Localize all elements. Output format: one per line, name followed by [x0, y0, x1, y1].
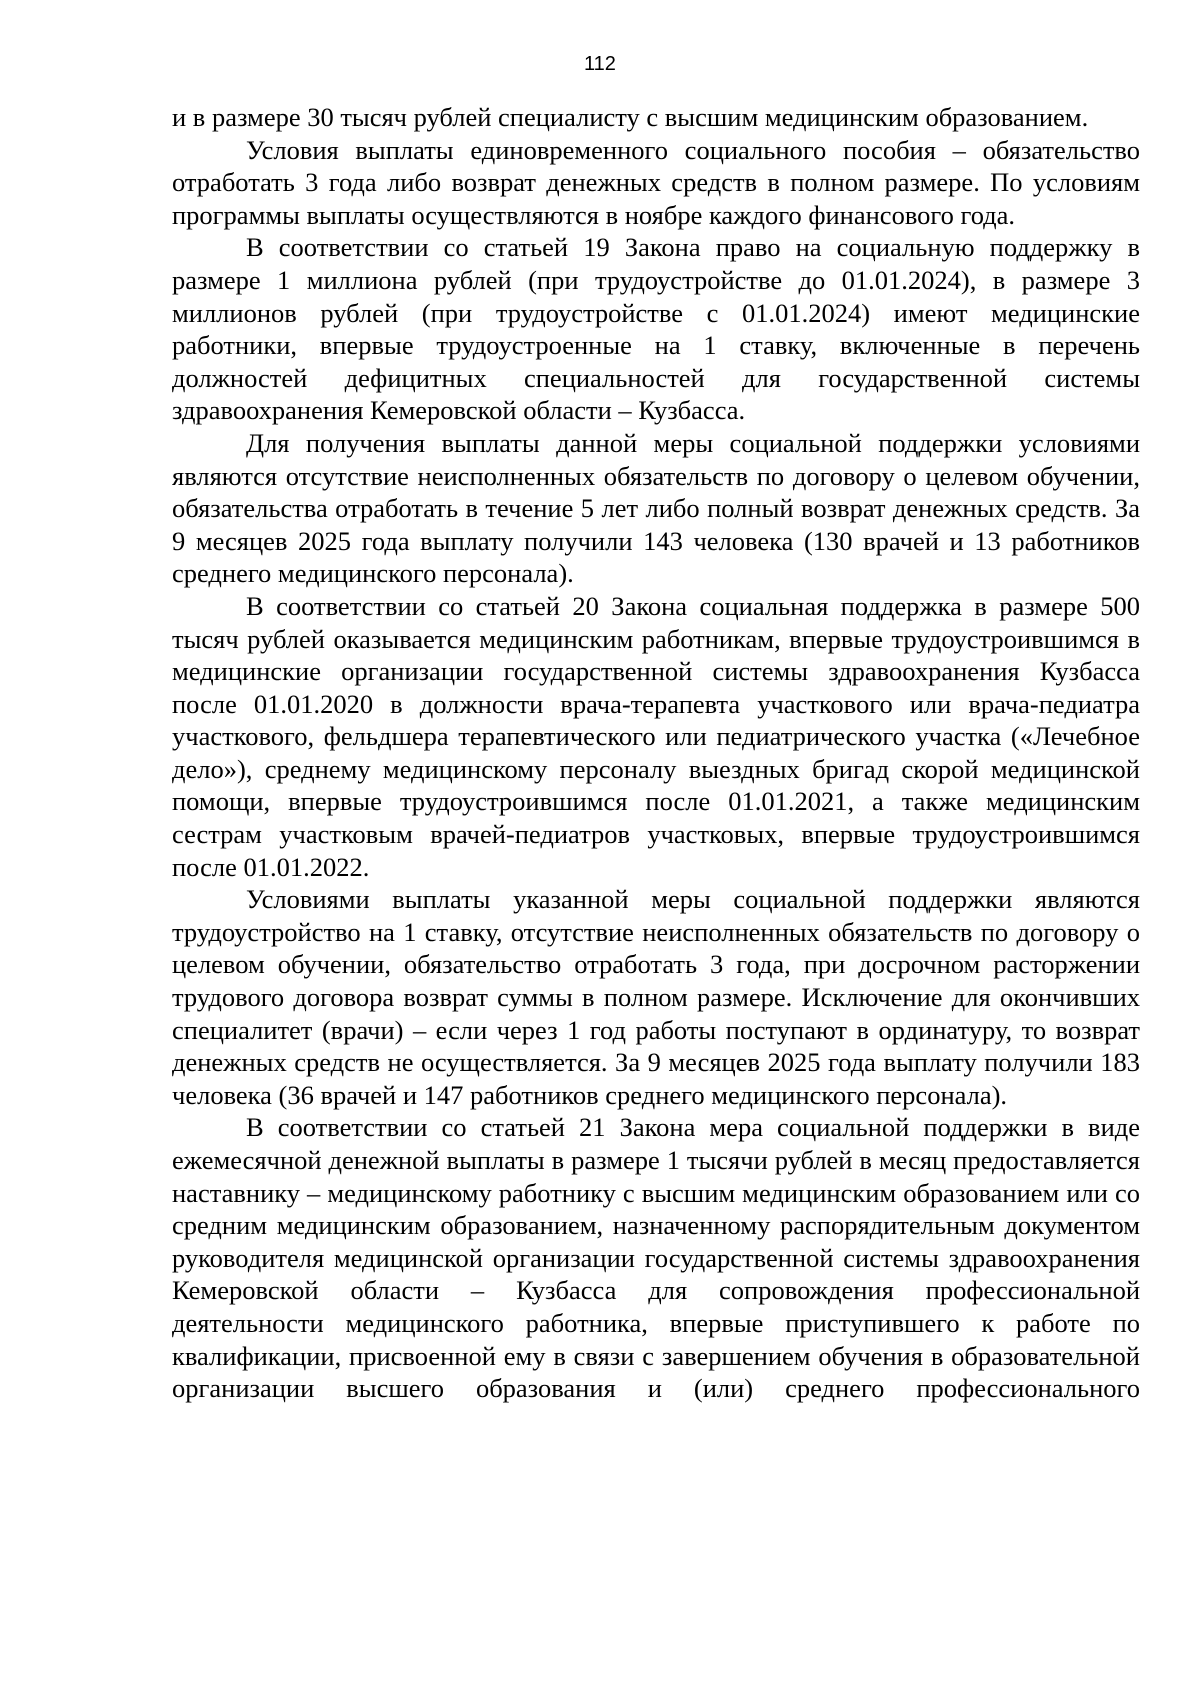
paragraph-continuation: и в размере 30 тысяч рублей специалисту с высшим медицинским образованием.: [172, 102, 1089, 132]
paragraph-article-21: В соответствии со статьей 21 Закона мера социальной поддержки в виде ежемесячной денежной выплаты в размере 1 тысячи рублей в месяц предоставляется наставнику – медицинскому работнику с высшим медицинским образованием или со средним медицинским образованием, назначенному распорядительным документом руководителя медицинской организации государственной системы здравоохранения Кемеровской области – Кузбасса для сопровождения профессиональной деятельности медицинского работника, впервые приступившего к работе по квалификации, присвоенной ему в связи с завершением обучения в образовательной организации высшего образования и (или) среднего профессионального: [172, 1112, 1140, 1404]
paragraph-benefit-conditions: Условия выплаты единовременного социального пособия – обязательство отработать 3 года либо возврат денежных средств в полном размере. По условиям программы выплаты осуществляются в ноябре каждого финансового года.: [172, 134, 1140, 230]
paragraph-article-20: В соответствии со статьей 20 Закона социальная поддержка в размере 500 тысяч рублей оказывается медицинским работникам, впервые трудоустроившимся в медицинские организации государственной системы здравоохранения Кузбасса после 01.01.2020 в должности врача-терапевта участкового или врача-педиатра участкового, фельдшера терапевтического или педиатрического участка («Лечебное дело»), среднему медицинскому персоналу выездных бригад скорой медицинской помощи, впервые трудоустроившимся после 01.01.2021, а также медицинским сестрам участковым врачей-педиатров участковых, впервые трудоустроившимся после 01.01.2022.: [172, 590, 1140, 882]
paragraph-article-19-conditions: Для получения выплаты данной меры социальной поддержки условиями являются отсутствие неисполненных обязательств по договору о целевом обучении, обязательства отработать в течение 5 лет либо полный возврат денежных средств. За 9 месяцев 2025 года выплату получили 143 человека (130 врачей и 13 работников среднего медицинского персонала).: [172, 427, 1140, 589]
page-number: 112: [584, 53, 616, 75]
paragraph-article-20-conditions: Условиями выплаты указанной меры социальной поддержки являются трудоустройство на 1 ставку, отсутствие неисполненных обязательств по договору о целевом обучении, обязательство отработать 3 года, при досрочном расторжении трудового договора возврат суммы в полном размере. Исключение для окончивших специалитет (врачи) – если через 1 год работы поступают в ординатуру, то возврат денежных средств не осуществляется. За 9 месяцев 2025 года выплату получили 183 человека (36 врачей и 147 работников среднего медицинского персонала).: [172, 884, 1140, 1110]
paragraph-article-19: В соответствии со статьей 19 Закона право на социальную поддержку в размере 1 миллиона рублей (при трудоустройстве до 01.01.2024), в размере 3 миллионов рублей (при трудоустройстве с 01.01.2024) имеют медицинские работники, впервые трудоустроенные на 1 ставку, включенные в перечень должностей дефицитных специальностей для государственной системы здравоохранения Кемеровской области – Кузбасса.: [172, 232, 1140, 426]
document-body: [172, 101, 1140, 1405]
